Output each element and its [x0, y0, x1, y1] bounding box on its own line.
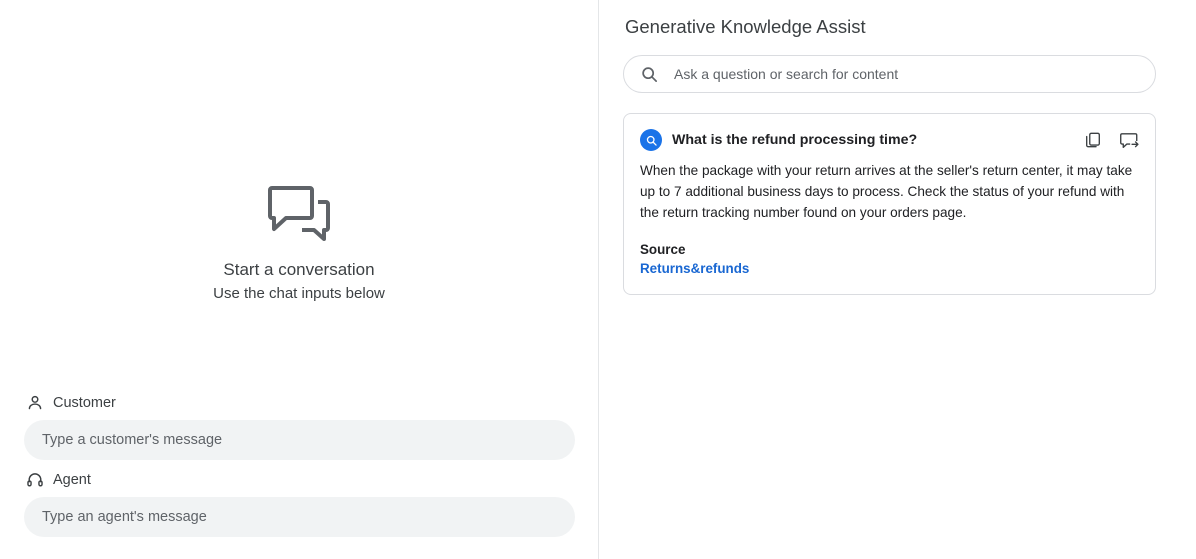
send-to-chat-icon[interactable] — [1119, 130, 1139, 150]
copy-icon[interactable] — [1083, 130, 1103, 150]
knowledge-search-bar[interactable] — [623, 55, 1156, 93]
knowledge-assist-pane — [599, 0, 1196, 559]
answer-question: What is the refund processing time? — [672, 132, 918, 148]
chat-inputs — [0, 393, 599, 559]
customer-input-block — [24, 393, 575, 460]
answer-card-header — [640, 128, 1139, 151]
search-input[interactable] — [672, 65, 1139, 83]
search-icon — [640, 65, 659, 84]
empty-state-subtitle: Use the chat inputs below — [213, 285, 385, 302]
source-label: Source — [640, 242, 686, 257]
person-icon — [25, 393, 44, 412]
agent-input-block — [24, 470, 575, 537]
customer-label-row — [24, 393, 575, 412]
chat-bubbles-icon — [268, 185, 330, 241]
answer-card — [623, 113, 1156, 295]
page-title: Generative Knowledge Assist — [625, 16, 866, 37]
answer-body: When the package with your return arrives at the seller's return center, it may take up to 7 additional business days to process. Check the status of your refund with the return tracking number found on your orders page. — [640, 163, 1133, 220]
customer-message-input[interactable] — [24, 420, 575, 460]
headset-icon — [25, 470, 44, 489]
search-badge-icon — [640, 129, 662, 151]
agent-label-row — [24, 470, 575, 489]
answer-card-actions — [1083, 128, 1139, 150]
empty-state-title: Start a conversation — [223, 260, 375, 279]
customer-label: Customer — [53, 394, 116, 411]
agent-message-input[interactable] — [24, 497, 575, 537]
source-link[interactable]: Returns&refunds — [640, 261, 750, 276]
agent-label: Agent — [53, 471, 91, 488]
